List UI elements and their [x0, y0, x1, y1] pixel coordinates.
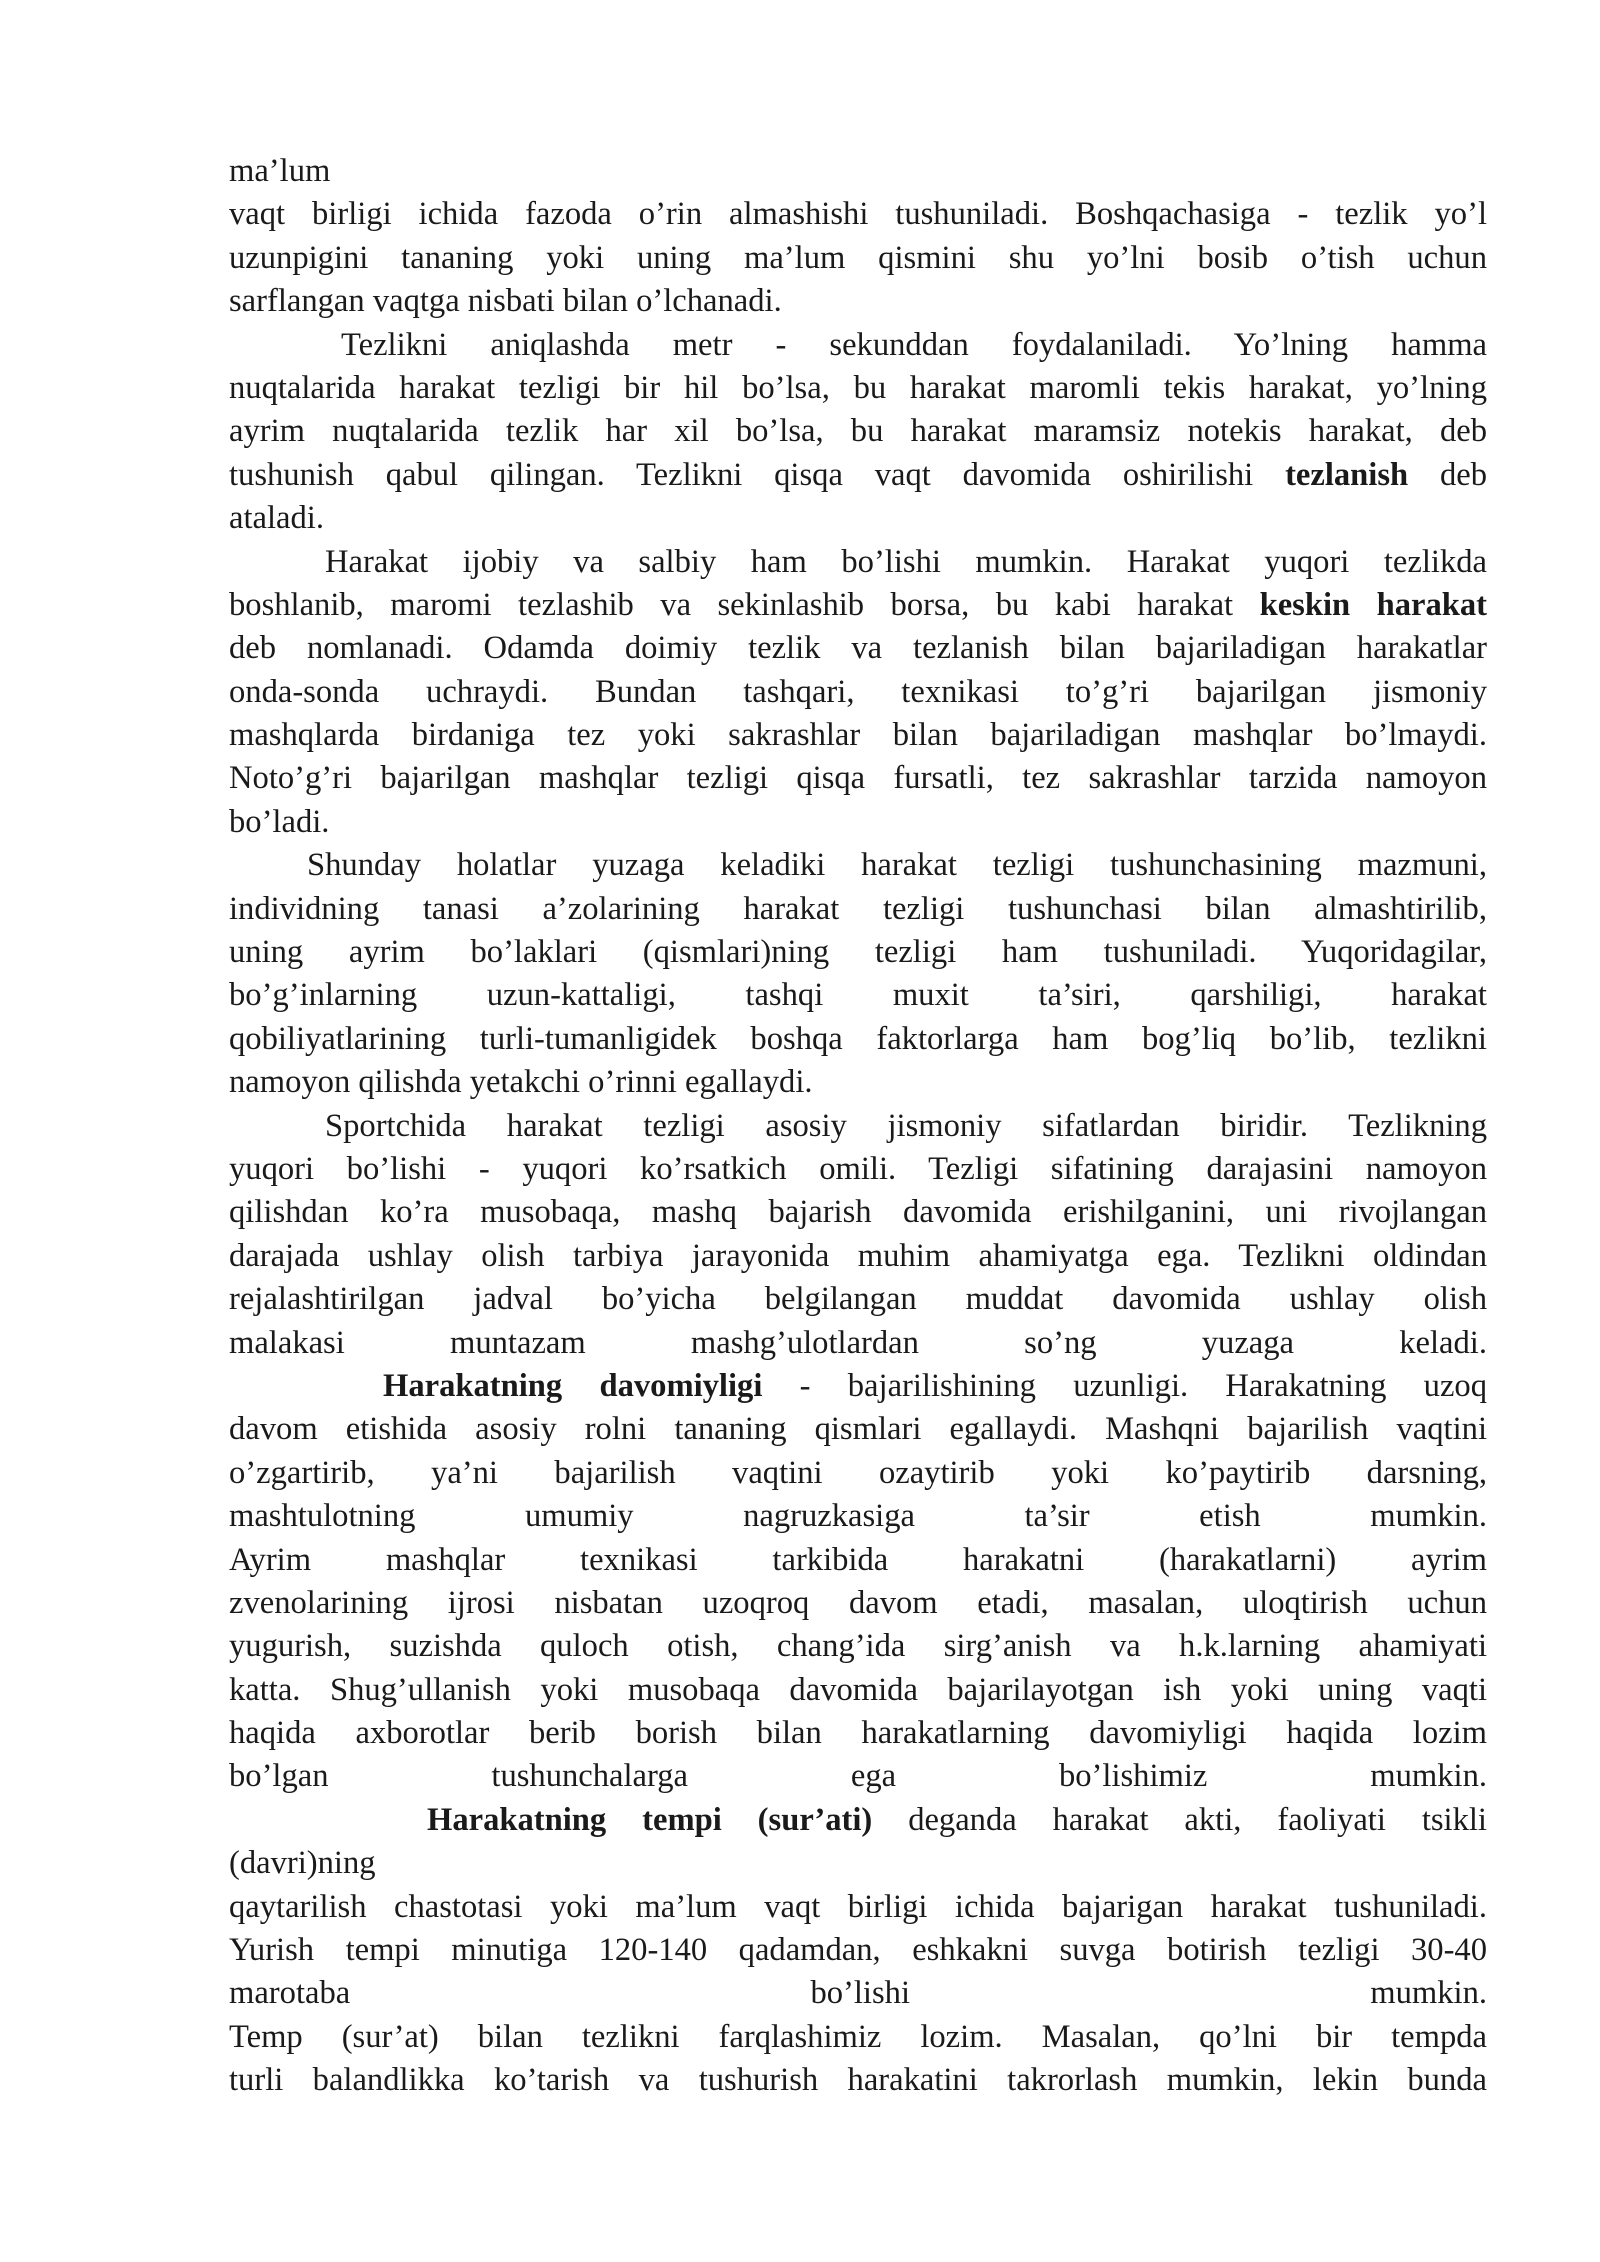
text-line: nuqtalarida harakat tezligi bir hil bo’lsa, bu harakat maromli tekis harakat, yo’lning — [229, 369, 1487, 406]
text-line: bo’lgan tushunchalarga ega bo’lishimiz mumkin. — [229, 1758, 1487, 1795]
text-line: bo’g’inlarning uzun-kattaligi, tashqi muxit ta’siri, qarshiligi, harakat — [229, 977, 1487, 1014]
text-line: haqida axborotlar berib borish bilan harakatlarning davomiyligi haqida lozim — [229, 1715, 1487, 1752]
term-keskin-harakat: keskin harakat — [1259, 586, 1487, 623]
text-line: uning ayrim bo’laklari (qismlari)ning tezligi ham tushuniladi. Yuqoridagilar, — [229, 934, 1487, 971]
text-segment: boshlanib, maromi tezlashib va sekinlashib borsa, bu kabi harakat — [229, 586, 1234, 623]
text-line: Shunday holatlar yuzaga keladiki harakat tezligi tushunchasining mazmuni, — [307, 847, 1487, 884]
text-line — [229, 1799, 1487, 1842]
text-line: yugurish, suzishda quloch otish, chang’ida sirg’anish va h.k.larning ahamiyati — [229, 1628, 1487, 1665]
text-line: Sportchida harakat tezligi asosiy jismoniy sifatlardan biridir. Tezlikning — [325, 1107, 1487, 1144]
text-line: vaqt birligi ichida fazoda o’rin almashishi tushuniladi. Boshqachasiga - tezlik yo’l — [229, 196, 1487, 233]
text-line: qilishdan ko’ra musobaqa, mashq bajarish davomida erishilganini, uni rivojlangan — [229, 1194, 1487, 1231]
text-line: qaytarilish chastotasi yoki ma’lum vaqt birligi ichida bajarigan harakat tushuniladi. — [229, 1888, 1487, 1925]
text-line: mashtulotning umumiy nagruzkasiga ta’sir etish mumkin. — [229, 1498, 1487, 1535]
text-line: individning tanasi a’zolarining harakat tezligi tushunchasi bilan almashtirilib, — [229, 890, 1487, 927]
text-segment: deganda harakat akti, faoliyati tsikli — [908, 1801, 1487, 1838]
text-line: Noto’g’ri bajarilgan mashqlar tezligi qisqa fursatli, tez sakrashlar tarzida namoyon — [229, 760, 1487, 797]
text-line: darajada ushlay olish tarbiya jarayonida muhim ahamiyatga ega. Tezlikni oldindan — [229, 1237, 1487, 1274]
text-line: sarflangan vaqtga nisbati bilan o’lchanadi. — [229, 283, 782, 320]
text-line: o’zgartirib, ya’ni bajarilish vaqtini ozaytirib yoki ko’paytirib darsning, — [229, 1454, 1487, 1491]
text-line: ayrim nuqtalarida tezlik har xil bo’lsa, bu harakat maramsiz notekis harakat, deb — [229, 413, 1487, 450]
text-line: mashqlarda birdaniga tez yoki sakrashlar bilan bajariladigan mashqlar bo’lmaydi. — [229, 717, 1487, 754]
text-line — [229, 584, 1487, 627]
text-line: katta. Shug’ullanish yoki musobaqa davomida bajarilayotgan ish yoki uning vaqti — [229, 1671, 1487, 1708]
text-line: bo’ladi. — [229, 803, 330, 840]
text-line: namoyon qilishda yetakchi o’rinni egallaydi. — [229, 1064, 813, 1101]
term-tempi: Harakatning tempi (sur’ati) — [427, 1801, 873, 1838]
text-line: marotaba bo’lishi mumkin. — [229, 1975, 1487, 2012]
text-segment: tushunish qabul qilingan. Tezlikni qisqa vaqt davomida oshirilishi — [229, 456, 1254, 493]
text-line: Harakat ijobiy va salbiy ham bo’lishi mumkin. Harakat yuqori tezlikda — [325, 543, 1487, 580]
text-line: ataladi. — [229, 500, 324, 537]
document-page — [229, 150, 1487, 2103]
text-line: (davri)ning — [229, 1845, 376, 1882]
text-line: malakasi muntazam mashg’ulotlardan so’ng yuzaga keladi. — [229, 1324, 1487, 1361]
text-line: rejalashtirilgan jadval bo’yicha belgilangan muddat davomida ushlay olish — [229, 1281, 1487, 1318]
text-line: uzunpigini tananing yoki uning ma’lum qismini shu yo’lni bosib o’tish uchun — [229, 239, 1487, 276]
text-line: turli balandlikka ko’tarish va tushurish harakatini takrorlash mumkin, lekin bunda — [229, 2062, 1487, 2099]
text-line: Ayrim mashqlar texnikasi tarkibida harakatni (harakatlarni) ayrim — [229, 1541, 1487, 1578]
text-line: Temp (sur’at) bilan tezlikni farqlashimiz lozim. Masalan, qo’lni bir tempda — [229, 2018, 1487, 2055]
text-line — [229, 454, 1487, 497]
term-tezlanish: tezlanish — [1285, 456, 1409, 493]
text-line: qobiliyatlarining turli-tumanligidek boshqa faktorlarga ham bog’liq bo’lib, tezlikni — [229, 1020, 1487, 1057]
text-line: deb nomlanadi. Odamda doimiy tezlik va tezlanish bilan bajariladigan harakatlar — [229, 630, 1487, 667]
term-davomiyligi: Harakatning davomiyligi — [383, 1367, 763, 1404]
text-line: ma’lum — [229, 153, 331, 189]
text-line — [229, 1365, 1487, 1408]
text-segment: deb — [1408, 456, 1487, 493]
text-line: zvenolarining ijrosi nisbatan uzoqroq davom etadi, masalan, uloqtirish uchun — [229, 1584, 1487, 1621]
text-line: yuqori bo’lishi - yuqori ko’rsatkich omili. Tezligi sifatining darajasini namoyon — [229, 1150, 1487, 1187]
text-line: davom etishida asosiy rolni tananing qismlari egallaydi. Mashqni bajarilish vaqtini — [229, 1411, 1487, 1448]
text-line: onda-sonda uchraydi. Bundan tashqari, texnikasi to’g’ri bajarilgan jismoniy — [229, 673, 1487, 710]
text-line: Tezlikni aniqlashda metr - sekunddan foydalaniladi. Yo’lning hamma — [341, 326, 1487, 363]
text-segment: - bajarilishining uzunligi. Harakatning uzoq — [799, 1367, 1487, 1404]
text-line: Yurish tempi minutiga 120-140 qadamdan, eshkakni suvga botirish tezligi 30-40 — [229, 1932, 1487, 1969]
